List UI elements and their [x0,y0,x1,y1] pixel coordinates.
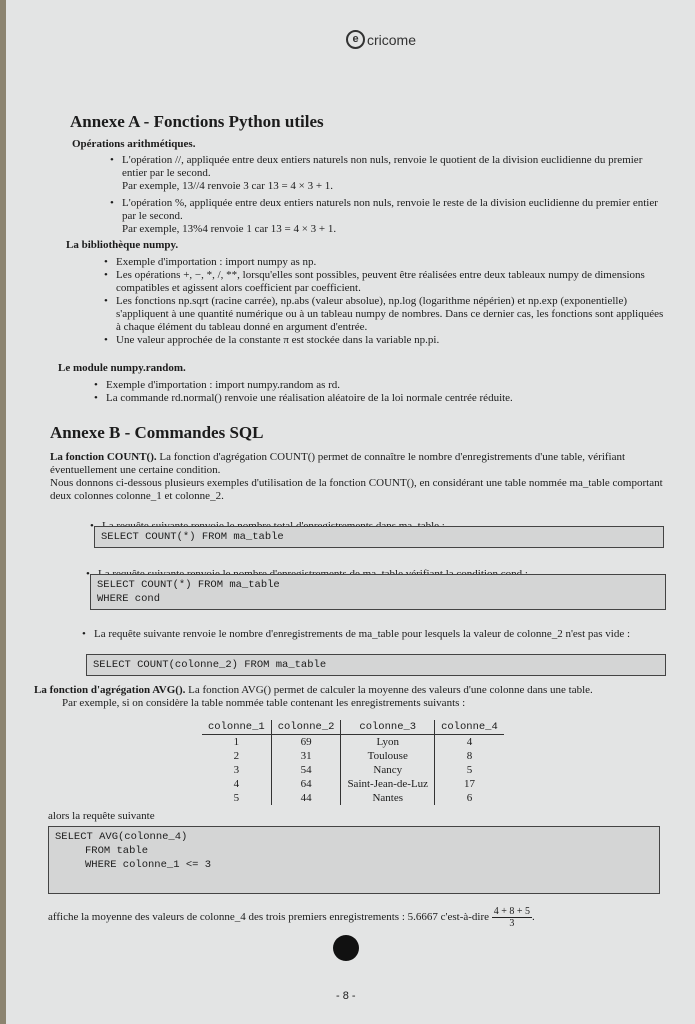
avg-heading: La fonction d'agrégation AVG(). [34,684,186,696]
list-item: • Les opérations +, −, *, /, **, lorsqu'elles sont possibles, peuvent être réalisées entre deux tableaux numpy de dimensions compatibles et agissent alors coefficient par coefficient. [104,269,670,295]
document-page [6,0,695,1024]
page-number: - 8 - [336,990,356,1002]
table-row [202,763,504,777]
annexe-b-title: Annexe B - Commandes SQL [50,423,264,442]
count-example-3: • La requête suivante renvoie le nombre d'enregistrements de ma_table pour lesquels la valeur de colonne_2 n'est pas vide : [82,628,670,641]
table-cell: 3 [202,763,271,777]
avg-intro: La fonction d'agrégation AVG(). La fonction AVG() permet de calculer la moyenne des valeurs d'une colonne dans une table. Par exemple, si on considère la table nommée table contenant les enregistrements suivants : [34,684,593,709]
count-intro: La fonction COUNT(). La fonction d'agrégation COUNT() permet de connaître le nombre d'enregistrements d'une table, vérifiant éventuellement une certaine condition. Nous donnons ci-dessous plusieurs exemples d'utilisation de la fonction COUNT(), en considérant une table nommée ma_table comportant deux colonnes colonne_1 et colonne_2. [50,451,663,502]
table-cell: 8 [466,750,473,762]
table-header-cell: colonne_3 [341,720,435,735]
table-cell: 1 [202,735,271,750]
table-row [202,791,504,805]
table-cell: 44 [271,791,341,805]
table-cell: Saint-Jean-de-Luz [341,777,435,791]
fraction: $\frac{4 + 8 + 5}{3}$ [493,906,531,929]
list-item: • Exemple d'importation : import numpy as np. [104,256,670,269]
table-cell: Lyon [341,735,435,750]
logo-text: cricome [367,31,417,48]
sql-table [202,720,504,805]
code-box-count-column: SELECT COUNT(colonne_2) FROM ma_table [86,654,666,676]
alors-text: alors la requête suivante [48,810,155,822]
table-row [202,777,504,791]
numpy-heading: La bibliothèque numpy. [66,239,179,251]
count-heading: La fonction COUNT(). [50,451,157,463]
code-box-count-where: SELECT COUNT(*) FROM ma_table WHERE cond [90,574,666,610]
table-cell: 6 [466,792,473,804]
ops-heading: Opérations arithmétiques. [72,138,196,150]
ecricome-logo [346,30,416,49]
table-cell: 2 [202,749,271,763]
table-cell: Nantes [341,791,435,805]
table-row [202,735,504,750]
random-heading: Le module numpy.random. [58,362,186,374]
list-item: • L'opération //, appliquée entre deux entiers naturels non nuls, renvoie le quotient de la division euclidienne du premier entier par le second. Par exemple, 13//4 renvoie 3 car 13 = 4 × 3 + 1. [110,154,670,193]
code-box-count-all: SELECT COUNT(*) FROM ma_table [94,526,664,548]
table-header-cell: colonne_4 [435,720,504,735]
table-cell: 31 [271,749,341,763]
table-cell: 4 [466,736,473,748]
black-dot [333,935,359,961]
table-cell: Toulouse [341,749,435,763]
table-header-cell: colonne_2 [271,720,341,735]
list-item: • Une valeur approchée de la constante π est stockée dans la variable np.pi. [104,334,670,347]
table-cell: 64 [271,777,341,791]
annexe-a-title: Annexe A - Fonctions Python utiles [70,112,324,131]
table-cell: 5 [202,791,271,805]
avg-result: affiche la moyenne des valeurs de colonne_4 des trois premiers enregistrements : 5.6667 c'est-à-dire $\frac{4 + 8 + 5}{3}$ . [48,906,535,929]
logo-e-icon: e [346,30,365,49]
table-cell: Nancy [341,763,435,777]
table-row [202,749,504,763]
numpy-list [104,256,670,347]
ops-list [110,154,670,236]
code-box-avg: SELECT AVG(colonne_4) FROM table WHERE colonne_1 <= 3 [48,826,660,894]
random-list [94,379,670,405]
table-cell: 54 [271,763,341,777]
list-item: • Exemple d'importation : import numpy.random as rd. [94,379,670,392]
table-cell: 17 [463,778,475,790]
list-item: • Les fonctions np.sqrt (racine carrée), np.abs (valeur absolue), np.log (logarithme népérien) et np.exp (exponentielle) s'appliquent à une quantité numérique ou à un tableau numpy de nombres. Dans ce dernier cas, les fonctions sont appliquées à chaque élément du tableau donné en argument d'entrée. [104,295,670,334]
table-cell: 69 [271,735,341,750]
table-header-cell: colonne_1 [202,720,271,735]
table-cell: 4 [202,777,271,791]
list-item: • L'opération %, appliquée entre deux entiers naturels non nuls, renvoie le reste de la division euclidienne du premier entier par le second. Par exemple, 13%4 renvoie 1 car 13 = 4 × 3 + 1. [110,197,670,236]
list-item: • La commande rd.normal() renvoie une réalisation aléatoire de la loi normale centrée réduite. [94,392,670,405]
table-cell: 5 [466,764,473,776]
